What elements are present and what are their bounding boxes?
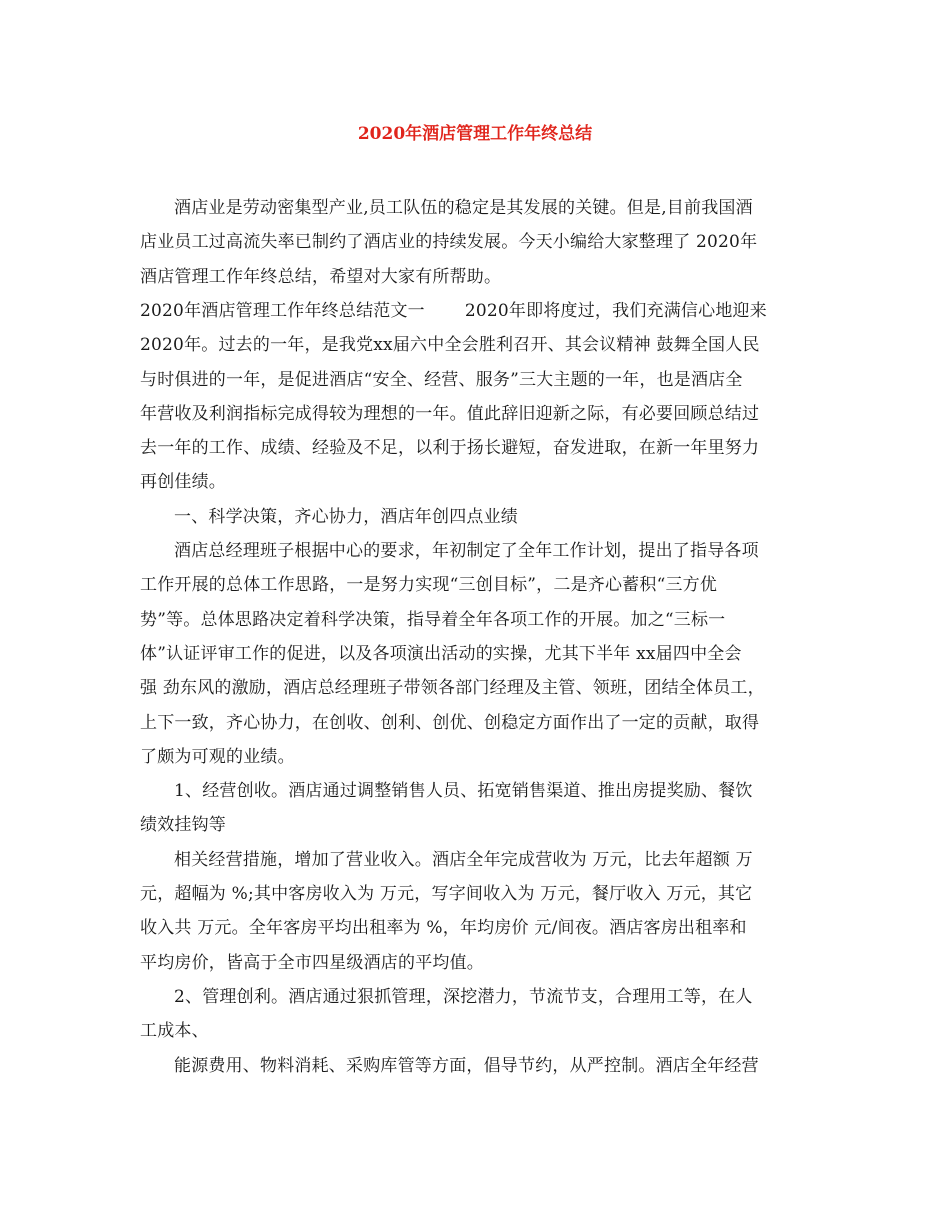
body-line: 一、科学决策，齐心协力，酒店年创四点业绩 xyxy=(174,507,518,527)
body-line: 了颇为可观的业绩。 xyxy=(140,747,295,767)
body-line: 工作开展的总体工作思路，一是努力实现“三创目标”，二是齐心蓄积“三方优 xyxy=(140,575,718,595)
body-line: 去一年的工作、成绩、经验及不足，以利于扬长避短，奋发进取，在新一年里努力 xyxy=(140,438,760,458)
body-line: 2020年酒店管理工作年终总结范文一 2020年即将度过，我们充满信心地迎来 xyxy=(140,301,767,321)
body-line: 酒店总经理班子根据中心的要求，年初制定了全年工作计划，提出了指导各项 xyxy=(174,541,759,561)
body-line: 工成本、 xyxy=(140,1021,209,1041)
body-line: 势”等。总体思路决定着科学决策，指导着全年各项工作的开展。加之“三标一 xyxy=(140,610,726,630)
body-line: 能源费用、物料消耗、采购库管等方面，倡导节约，从严控制。酒店全年经营 xyxy=(174,1056,759,1076)
body-line: 店业员工过高流失率已制约了酒店业的持续发展。今天小编给大家整理了 2020年 xyxy=(140,232,758,252)
body-line: 相关经营措施，增加了营业收入。酒店全年完成营收为 万元，比去年超额 万 xyxy=(174,850,753,870)
body-line: 与时俱进的一年，是促进酒店“安全、经营、服务”三大主题的一年，也是酒店全 xyxy=(140,370,743,390)
body-line: 年营收及利润指标完成得较为理想的一年。值此辞旧迎新之际，有必要回顾总结过 xyxy=(140,404,760,424)
body-line: 1、经营创收。酒店通过调整销售人员、拓宽销售渠道、推出房提奖励、餐饮 xyxy=(174,781,753,801)
body-line: 体”认证评审工作的促进，以及各项演出活动的实操，尤其下半年 xx届四中全会 xyxy=(140,644,742,664)
body-line: 强 劲东风的激励，酒店总经理班子带领各部门经理及主管、领班，团结全体员工， xyxy=(140,678,765,698)
body-line: 酒店管理工作年终总结，希望对大家有所帮助。 xyxy=(140,267,502,287)
body-line: 上下一致，齐心协力，在创收、创利、创优、创稳定方面作出了一定的贡献，取得 xyxy=(140,713,760,733)
body-line: 2020年。过去的一年，是我党xx届六中全会胜利召开、其会议精神 鼓舞全国人民 xyxy=(140,335,760,355)
body-line: 绩效挂钩等 xyxy=(140,815,226,835)
body-line: 平均房价，皆高于全市四星级酒店的平均值。 xyxy=(140,953,484,973)
body-line: 2、管理创利。酒店通过狠抓管理，深挖潜力，节流节支，合理用工等，在人 xyxy=(174,987,753,1007)
body-line: 酒店业是劳动密集型产业,员工队伍的稳定是其发展的关键。但是,目前我国酒 xyxy=(174,198,753,218)
body-line: 元，超幅为 %;其中客房收入为 万元，写字间收入为 万元，餐厅收入 万元，其它 xyxy=(140,884,753,904)
body-line: 收入共 万元。全年客房平均出租率为 %，年均房价 元/间夜。酒店客房出租率和 xyxy=(140,918,747,938)
document-title: 2020年酒店管理工作年终总结 xyxy=(357,124,593,144)
body-line: 再创佳绩。 xyxy=(140,472,226,492)
